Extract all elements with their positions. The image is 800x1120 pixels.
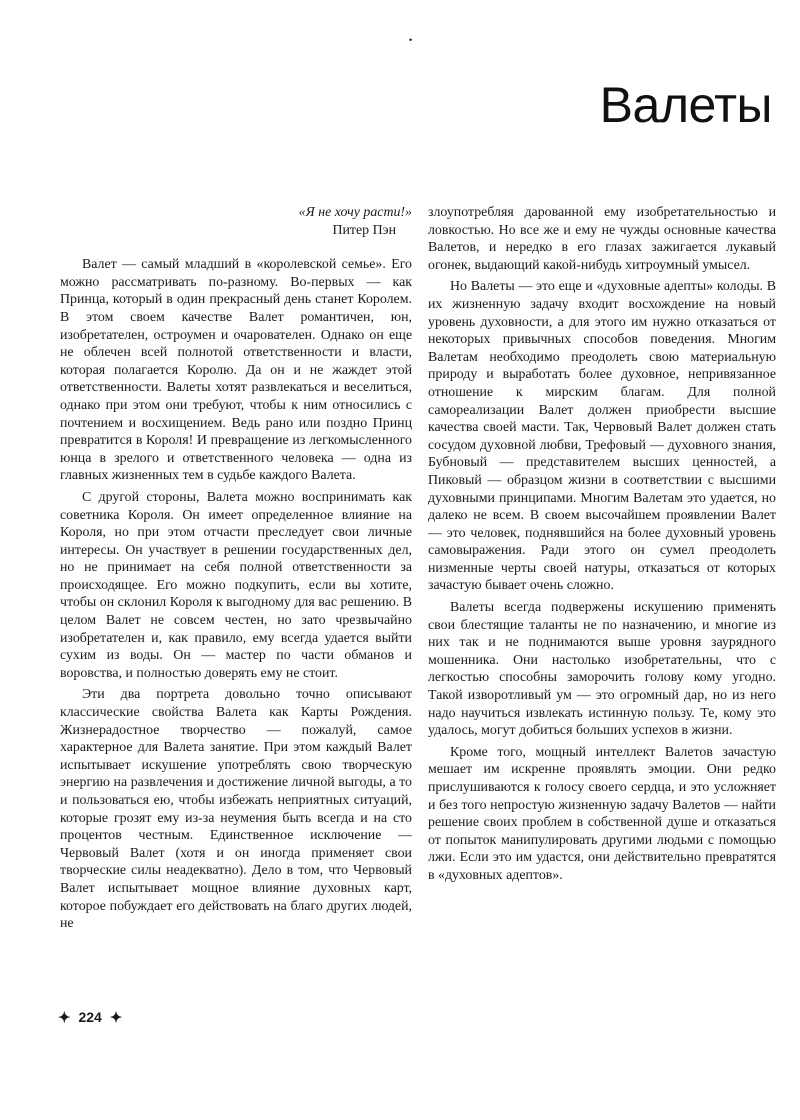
epigraph-quote: «Я не хочу расти!» (298, 205, 412, 220)
paragraph: Кроме того, мощный интеллект Валетов зачастую мешает им искренне проявлять эмоции. Они редко прислушиваются к голосу своего сердца, и это усложняет и без того непростую жизненную задачу Валетов — найти решение своих проблем в собственной душе и отказаться от попыток манипулировать другими людьми с помощью лжи. Если это им удастся, они действительно превратятся в «духовных адептов». (428, 744, 776, 883)
star-ornament-icon: ✦ (109, 1009, 123, 1027)
left-column (60, 204, 412, 937)
ornament-dot: • (409, 35, 413, 45)
page-footer (58, 1008, 122, 1026)
paragraph: С другой стороны, Валета можно воспринимать как советника Короля. Он имеет определенное влияние на Короля, но при этом отчасти преследует свои личные интересы. Он участвует в решении государственных дел, но не принимает на себя полной ответственности за происходящее. Его можно подкупить, если вы хотите, чтобы он склонил Короля к выгодному для вас решению. В целом Валет не совсем честен, но зато чрезвычайно изобретателен и, как правило, ему всегда удается выйти сухим из воды. Он — мастер по части обманов и воровства, и полностью доверять ему не стоит. (60, 489, 412, 681)
page-number: 224 (78, 1009, 102, 1026)
paragraph: Но Валеты — это еще и «духовные адепты» колоды. В их жизненную задачу входит восхождение на новый уровень духовности, а для этого им нужно отказаться от некоторых привычных способов поведения. Многим Валетам необходимо преодолеть свою материальную природу и выработать более духовное, непривязанное отношение к мирским благам. Для полной самореализации Валет должен приобрести высшие качества своей масти. Так, Червовый Валет должен стать сосудом духовной любви, Трефовый — духовного знания, Бубновый — представителем высших ценностей, а Пиковый — образцом жизни в соответствии с высшими духовными принципами. Многим Валетам это удается, но далеко не всем. В своем высочайшем проявлении Валет — это человек, поднявшийся на более духовный уровень самовыражения. Ради этого он сумел преодолеть низменные черты своей натуры, отказаться от которых зачастую бывает очень сложно. (428, 279, 776, 594)
right-column (428, 204, 776, 889)
paragraph: Валеты всегда подвержены искушению применять свои блестящие таланты не по назначению, и многие из них так и не поднимаются выше уровня заурядного мошенника. Они настолько изобретательны, что с легкостью способны заморочить голову кому угодно. Такой изворотливый ум — это огромный дар, но из него надо научиться извлекать истинную пользу. Те, кому это удалось, могут добиться больших успехов в жизни. (428, 600, 776, 739)
paragraph: Валет — самый младший в «королевской семье». Его можно рассматривать по-разному. Во-первых — как Принца, который в один прекрасный день станет Королем. В этом своем качестве Валет романтичен, юн, изобретателен, остроумен и очарователен. Однако он еще не облечен всей полнотой ответственности и власти, которая полагается Королю. Да он и не жаждет этой ответственности. Валеты хотят развлекаться и веселиться, однако при этом они требуют, чтобы к ним относились с почтением и восхищением. Ведь рано или поздно Принц превратится в Короля! И превращение из легкомысленного юнца в зрелого и ответственного человека — одна из главных жизненных тем в судьбе каждого Валета. (60, 257, 412, 484)
chapter-title: Валеты (599, 77, 772, 133)
star-ornament-icon: ✦ (58, 1009, 71, 1027)
paragraph-continuation: злоупотребляя дарованной ему изобретательностью и ловкостью. Но все же и ему не чужды основные качества Валетов, и нередко в его глазах зажигается лукавый огонек, выдающий какой-нибудь хитроумный умысел. (428, 205, 776, 273)
epigraph-author: Питер Пэн (332, 222, 396, 238)
paragraph: Эти два портрета довольно точно описывают классические свойства Валета как Карты Рождения. Жизнерадостное творчество — пожалуй, самое характерное для Валета занятие. При этом каждый Валет испытывает искушение употреблять свою творческую энергию на развлечения и достижение личной выгоды, а то и пользоваться ею, чтобы избежать неприятных ситуаций, которые грозят ему из-за неумения быть всегда и на сто процентов честным. Единственное исключение — Червовый Валет (хотя и он иногда применяет свои творческие силы неадекватно). Дело в том, что Червовый Валет испытывает мощное влияние духовных карт, которое побуждает его действовать на благо других людей, не (60, 687, 412, 932)
epigraph (60, 204, 412, 239)
